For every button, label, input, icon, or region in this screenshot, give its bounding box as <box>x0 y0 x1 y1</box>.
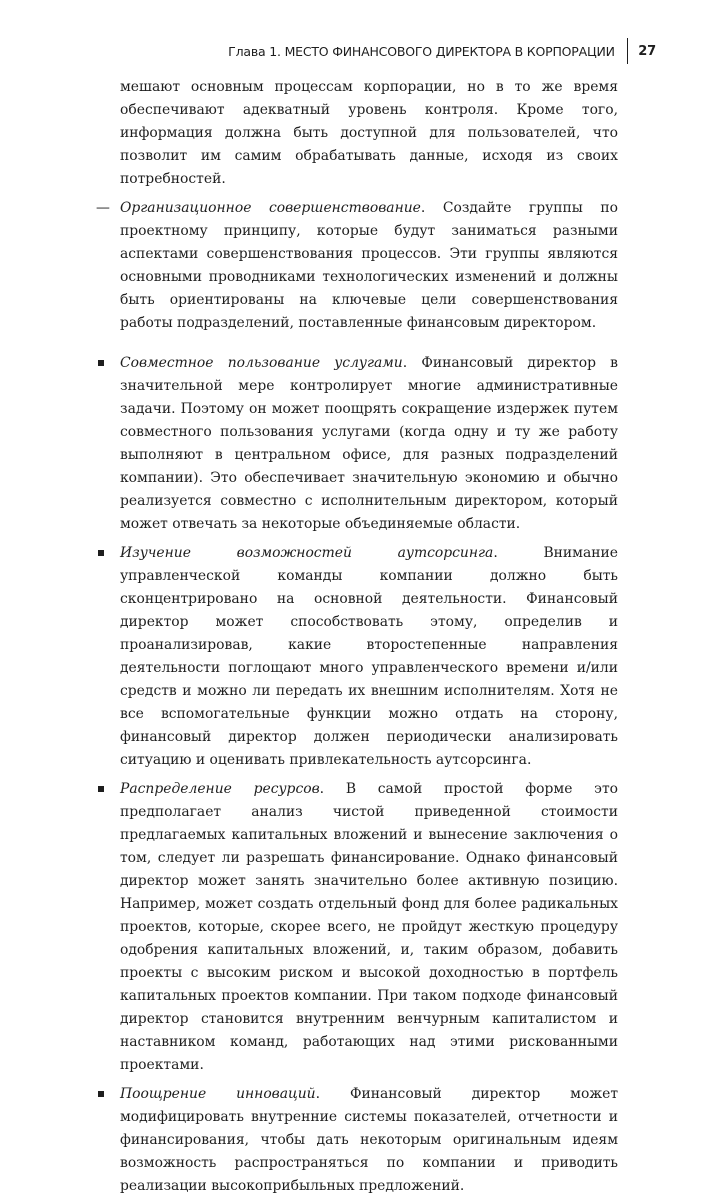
square-bullet-icon <box>98 550 104 556</box>
item-text: . Создайте группы по проектному принципу, которые будут заниматься разными аспектами совершенствования процессов. Эти группы являются основными проводниками технологических изменений и должны быть ориентированы на ключевые цели совершенствования работы подразделений, поставленные финансовым директором. <box>120 200 618 331</box>
bullet-item <box>96 542 618 772</box>
dash-list-item <box>96 197 618 335</box>
header-divider <box>627 38 629 64</box>
running-header <box>228 38 656 64</box>
bullet-item <box>96 778 618 1077</box>
item-text: . В самой простой форме это предполагает анализ чистой приведенной стоимости предлагаемых капитальных вложений и вынесение заключения о том, следует ли разрешать финансирование. Однако финансовый директор может занять значительно более активную позицию. Например, может создать отдельный фонд для более радикальных проектов, которые, скорее всего, не пройдут жесткую процедуру одобрения капитальных вложений, и, таким образом, добавить проекты с высоким риском и высокой доходностью в портфель капитальных проектов компании. При таком подходе финансовый директор становится внутренним венчурным капиталистом и наставником команд, работающих над этими рискованными проектами. <box>120 781 618 1073</box>
item-text: . Финансовый директор может модифицировать внутренние системы показателей, отчетности и финансирования, чтобы дать некоторым оригинальным идеям возможность распространяться по компании и приводить реализации высокоприбыльных предложений. <box>120 1086 619 1194</box>
square-bullet-icon <box>98 360 104 366</box>
item-text: . Внимание управленческой команды компании должно быть сконцентрировано на основной деятельности. Финансовый директор может способствовать этому, определив и проанализировав, какие второстепенные направления деятельности поглощают много управленческого времени и/или средств и можно ли передать их внешним исполнителям. Хотя не все вспомогательные функции можно отдать на сторону, финансовый директор должен периодически анализировать ситуацию и оценивать привлекательность аутсорсинга. <box>120 545 618 768</box>
chapter-title: МЕСТО ФИНАНСОВОГО ДИРЕКТОРА В КОРПОРАЦИИ <box>284 43 615 59</box>
bullet-item <box>96 1083 618 1198</box>
chapter-label: Глава 1. <box>228 43 281 59</box>
dash-marker: — <box>96 200 110 216</box>
page-number: 27 <box>638 43 656 59</box>
item-term: Распределение ресурсов <box>120 781 320 797</box>
page-body <box>96 76 618 1204</box>
item-term: Организационное совершенствование <box>120 200 421 216</box>
item-text: . Финансовый директор в значительной мере контролирует многие административные задачи. Поэтому он может поощрять сокращение издержек путем совместного пользования услугами (когда одну и ту же работу выполняют в центральном офисе, для разных подразделений компании). Это обеспечивает значительную экономию и обычно реализуется совместно с исполнительным директором, который может отвечать за некоторые объединяемые области. <box>120 355 619 532</box>
square-bullet-icon <box>98 786 104 792</box>
continuation-paragraph: мешают основным процессам корпорации, но в то же время обеспечивают адекватный уровень контроля. Кроме того, информация должна быть доступной для пользователей, что позволит им самим обрабатывать данные, исходя из своих потребностей. <box>120 79 618 187</box>
item-term: Поощрение инноваций <box>120 1086 316 1102</box>
bullet-item <box>96 352 618 536</box>
square-bullet-icon <box>98 1091 104 1097</box>
bullet-list <box>96 352 618 1198</box>
item-term: Изучение возможностей аутсорсинга <box>120 545 494 561</box>
item-term: Совместное пользование услугами <box>120 355 403 371</box>
